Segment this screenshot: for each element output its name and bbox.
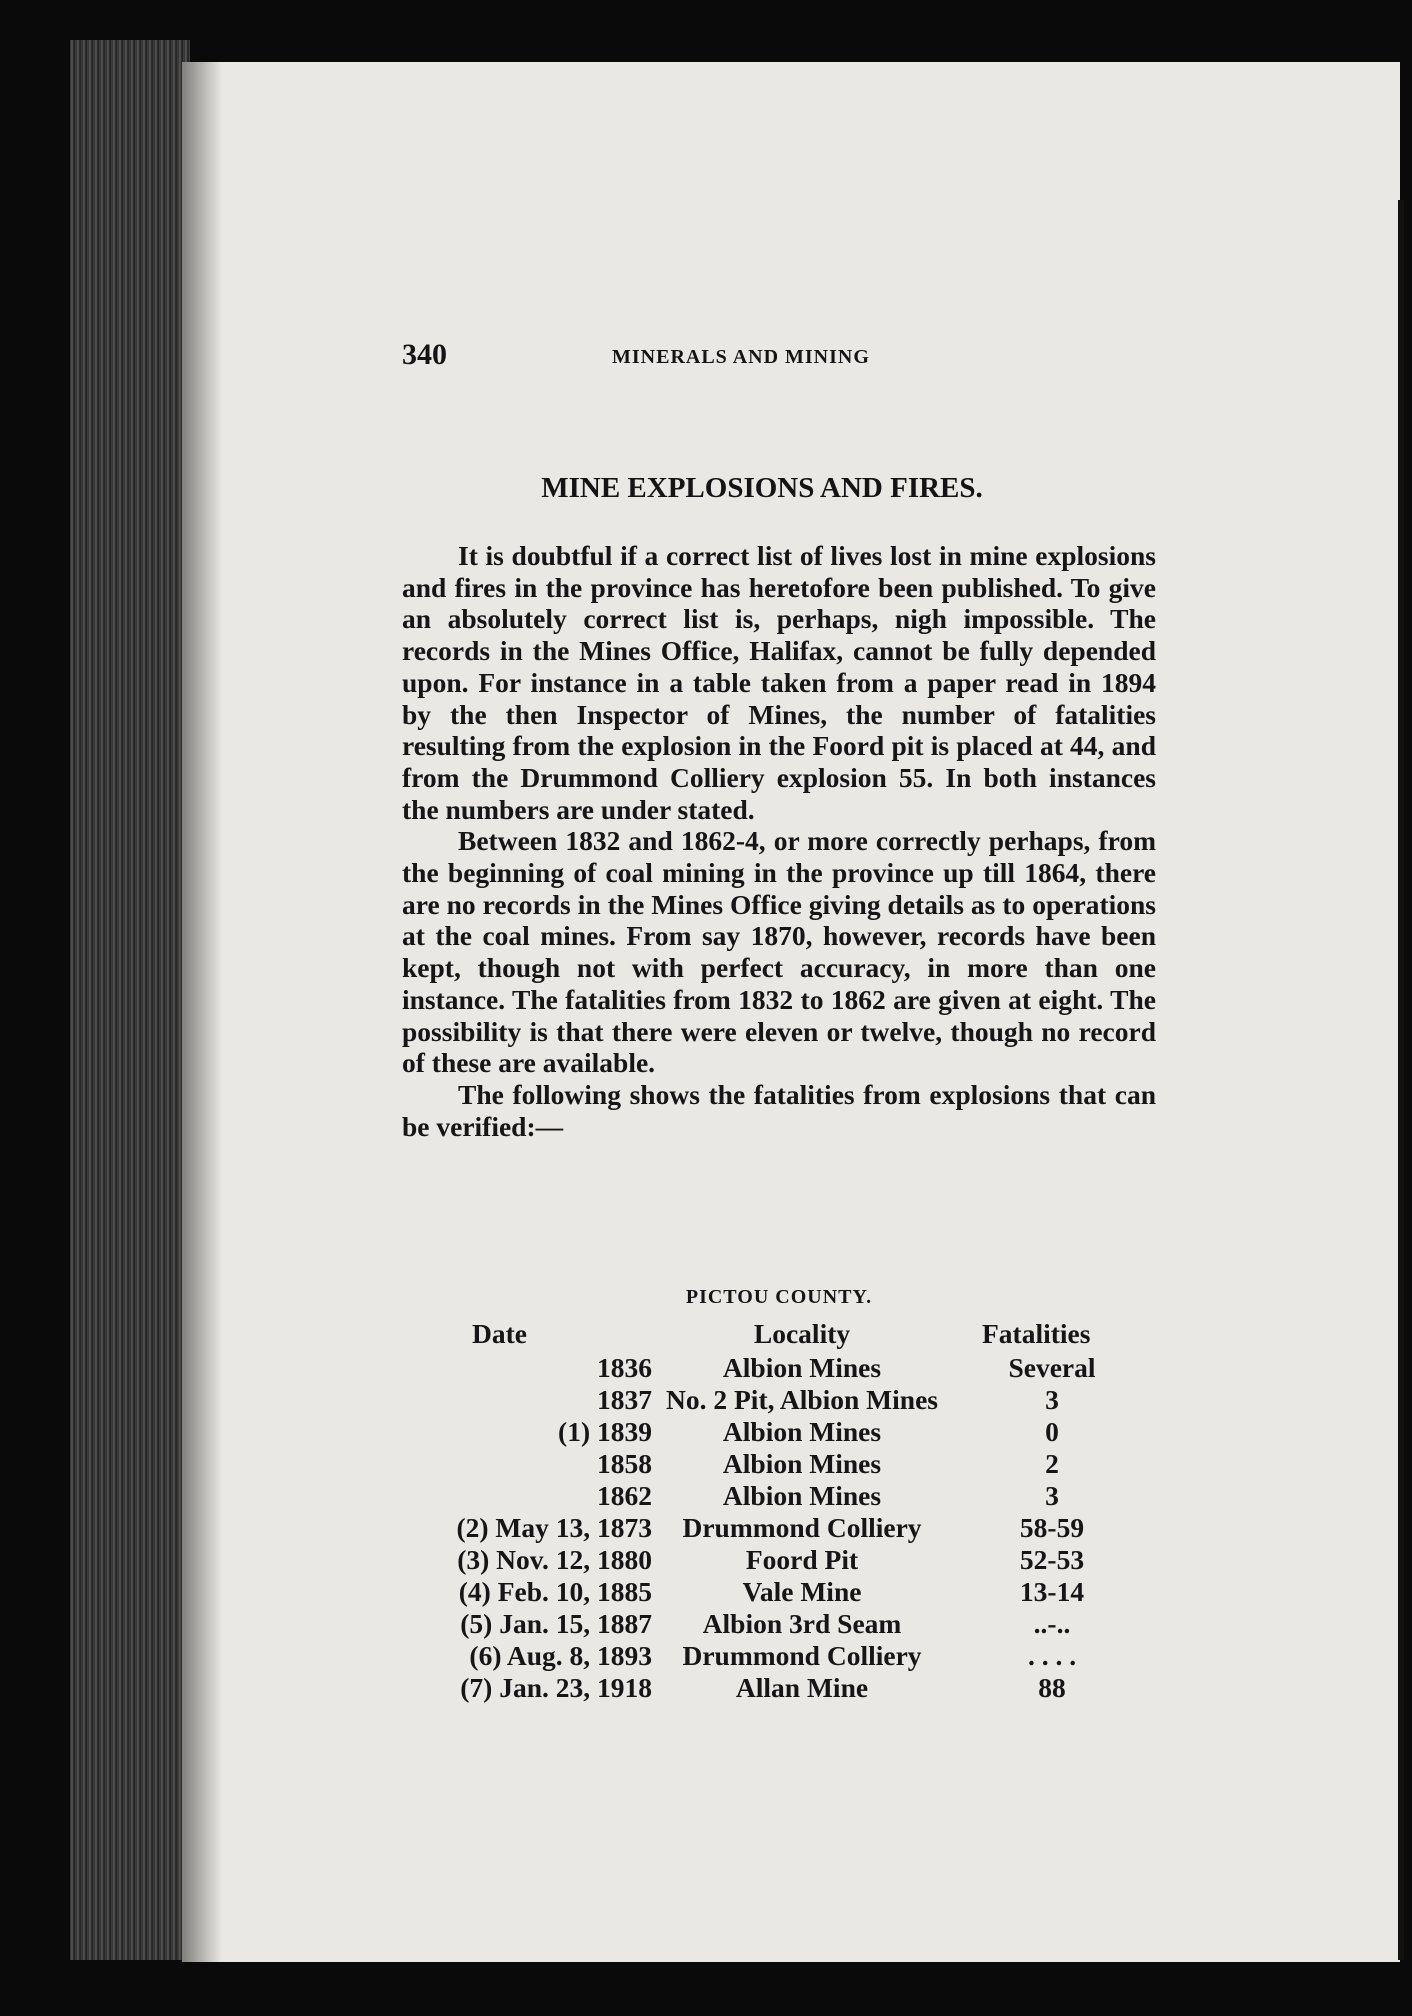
spine-shadow xyxy=(182,62,222,1962)
date-cell: (6) Aug. 8, 1893 xyxy=(469,1640,652,1671)
date-cell: (5) Jan. 15, 1887 xyxy=(460,1608,652,1639)
table-row xyxy=(402,1640,1156,1672)
date-cell: (7) Jan. 23, 1918 xyxy=(460,1672,652,1703)
fatalities-cell: Several xyxy=(1008,1352,1096,1383)
page-number: 340 xyxy=(402,338,447,371)
locality-cell: No. 2 Pit, Albion Mines xyxy=(666,1384,938,1415)
table-row xyxy=(402,1512,1156,1544)
locality-cell: Albion 3rd Seam xyxy=(702,1608,902,1639)
locality-cell: Vale Mine xyxy=(742,1576,862,1607)
locality-cell: Allan Mine xyxy=(735,1672,869,1703)
locality-cell: Drummond Colliery xyxy=(682,1640,922,1671)
fatalities-cell: 13-14 xyxy=(1019,1576,1085,1607)
locality-cell: Albion Mines xyxy=(722,1448,882,1479)
table-header-row xyxy=(402,1318,1156,1352)
table-heading: PICTOU COUNTY. xyxy=(685,1286,873,1308)
date-cell: (4) Feb. 10, 1885 xyxy=(458,1576,652,1607)
fatalities-cell: 2 xyxy=(1045,1448,1059,1479)
fatalities-table xyxy=(402,1318,1156,1704)
date-cell: (2) May 13, 1873 xyxy=(456,1512,652,1543)
date-cell: (1) 1839 xyxy=(558,1416,652,1447)
page-right-edge xyxy=(1398,200,1404,1960)
locality-cell: Albion Mines xyxy=(722,1480,882,1511)
table-row xyxy=(402,1480,1156,1512)
fatalities-cell: ..-.. xyxy=(1033,1608,1071,1639)
fatalities-cell: 58-59 xyxy=(1019,1512,1085,1543)
running-head xyxy=(402,338,962,378)
column-header-fatalities: Fatalities xyxy=(982,1318,1091,1349)
article-title: MINE EXPLOSIONS AND FIRES. xyxy=(541,472,983,504)
column-header-locality: Locality xyxy=(753,1318,851,1349)
table-row xyxy=(402,1384,1156,1416)
table-row xyxy=(402,1608,1156,1640)
running-title: MINERALS AND MINING xyxy=(612,346,870,368)
date-cell: 1858 xyxy=(597,1448,652,1479)
locality-cell: Drummond Colliery xyxy=(682,1512,922,1543)
table-row xyxy=(402,1352,1156,1384)
table-row xyxy=(402,1672,1156,1704)
body-text xyxy=(402,540,1156,1142)
fatalities-cell: 3 xyxy=(1045,1384,1059,1415)
locality-cell: Albion Mines xyxy=(722,1416,882,1447)
page-edge-stack xyxy=(70,40,190,1960)
date-cell: (3) Nov. 12, 1880 xyxy=(457,1544,652,1575)
paragraph: Between 1832 and 1862-4, or more correctly perhaps, from the beginning of coal mining in the province up till 1864, there are no records in the Mines Office giving details as to operations at the coal mines. From say 1870, however, records have been kept, though not with perfect accuracy, in more than one instance. The fatalities from 1832 to 1862 are given at eight. The possibility is that there were eleven or twelve, though no record of these are available. xyxy=(402,825,1156,1079)
column-header-date: Date xyxy=(472,1318,527,1349)
locality-cell: Foord Pit xyxy=(745,1544,859,1575)
date-cell: 1862 xyxy=(597,1480,652,1511)
fatalities-cell: 0 xyxy=(1045,1416,1059,1447)
locality-cell: Albion Mines xyxy=(722,1352,882,1383)
fatalities-cell: 3 xyxy=(1045,1480,1059,1511)
paragraph: It is doubtful if a correct list of lives lost in mine explosions and fires in the province has heretofore been published. To give an absolutely correct list is, perhaps, nigh impossible. The records in the Mines Office, Halifax, cannot be fully depended upon. For instance in a table taken from a paper read in 1894 by the then Inspector of Mines, the number of fatalities resulting from the explosion in the Foord pit is placed at 44, and from the Drummond Colliery explosion 55. In both instances the numbers are under stated. xyxy=(402,540,1156,825)
table-row xyxy=(402,1544,1156,1576)
table-row xyxy=(402,1448,1156,1480)
fatalities-cell: 52-53 xyxy=(1019,1544,1085,1575)
date-cell: 1836 xyxy=(597,1352,652,1383)
date-cell: 1837 xyxy=(597,1384,652,1415)
table-row xyxy=(402,1416,1156,1448)
paragraph: The following shows the fatalities from explosions that can be verified:— xyxy=(402,1078,1156,1142)
fatalities-cell: 88 xyxy=(1038,1672,1066,1703)
table-row xyxy=(402,1576,1156,1608)
fatalities-cell: . . . . xyxy=(1027,1640,1077,1671)
